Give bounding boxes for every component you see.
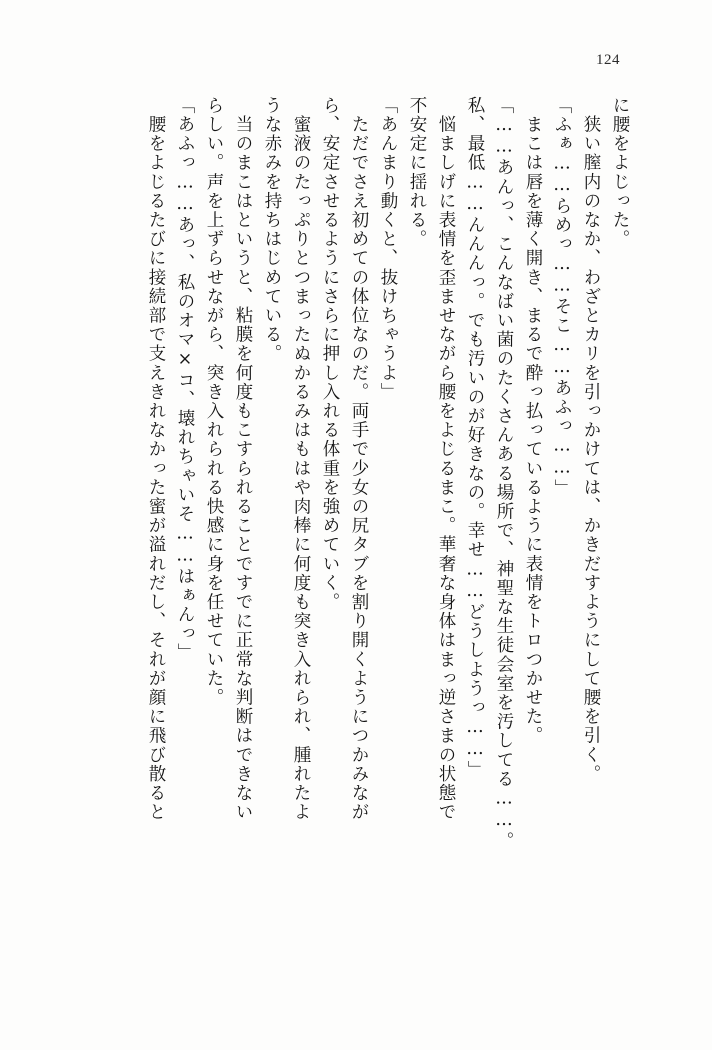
text-line: 「……あんっ、こんなばい菌のたくさんある場所で、神聖な生徒会室を汚してる……。	[494, 96, 514, 851]
text-line: 狭い膣内のなか、わざとカリを引っかけては、かきだすようにして腰を引く。	[581, 96, 601, 784]
text-line: 「ふぁ……らめっ……そこ……あふっ……」	[552, 96, 572, 498]
text-line: 腰をよじるたびに接続部で支えきれなかった蜜が溢れだし、それが顔に飛び散ると	[146, 96, 166, 822]
text-line: らしい。声を上ずらせながら、突き入れられる快感に身を任せていた。	[204, 96, 224, 708]
text-line: 不安定に揺れる。	[407, 96, 427, 249]
text-line: 蜜液のたっぷりとつまったぬかるみはもはや肉棒に何度も突き入れられ、腫れたよ	[291, 96, 311, 822]
text-line: に腰をよじった。	[610, 96, 630, 249]
text-line: 当のまこはというと、粘膜を何度もこすられることですでに正常な判断はできない	[233, 96, 253, 822]
text-line: ら、安定させるようにさらに押し入れる体重を強めていく。	[320, 96, 340, 612]
page-number: 124	[596, 52, 620, 68]
text-line: ただでさえ初めての体位なのだ。両手で少女の尻タブを割り開くようにつかみなが	[349, 96, 369, 822]
text-line: 悩ましげに表情を歪ませながら腰をよじるまこ。華奢な身体はまっ逆さまの状態で	[436, 96, 456, 822]
text-line: まこは唇を薄く開き、まるで酔っ払っているように表情をトロつかせた。	[523, 96, 543, 746]
text-line: 「あんまり動くと、抜けちゃうよ」	[378, 96, 398, 402]
text-line: 私、最低……んんんっ。でも汚いのが好きなの。幸せ……どうしようっ……」	[465, 96, 485, 780]
vertical-text-body	[58, 96, 628, 976]
text-line: 「あふっ……あっ、私のオマ×コ、壊れちゃいそ……はぁんっ」	[175, 96, 195, 663]
text-line: うな赤みを持ちはじめている。	[262, 96, 282, 364]
